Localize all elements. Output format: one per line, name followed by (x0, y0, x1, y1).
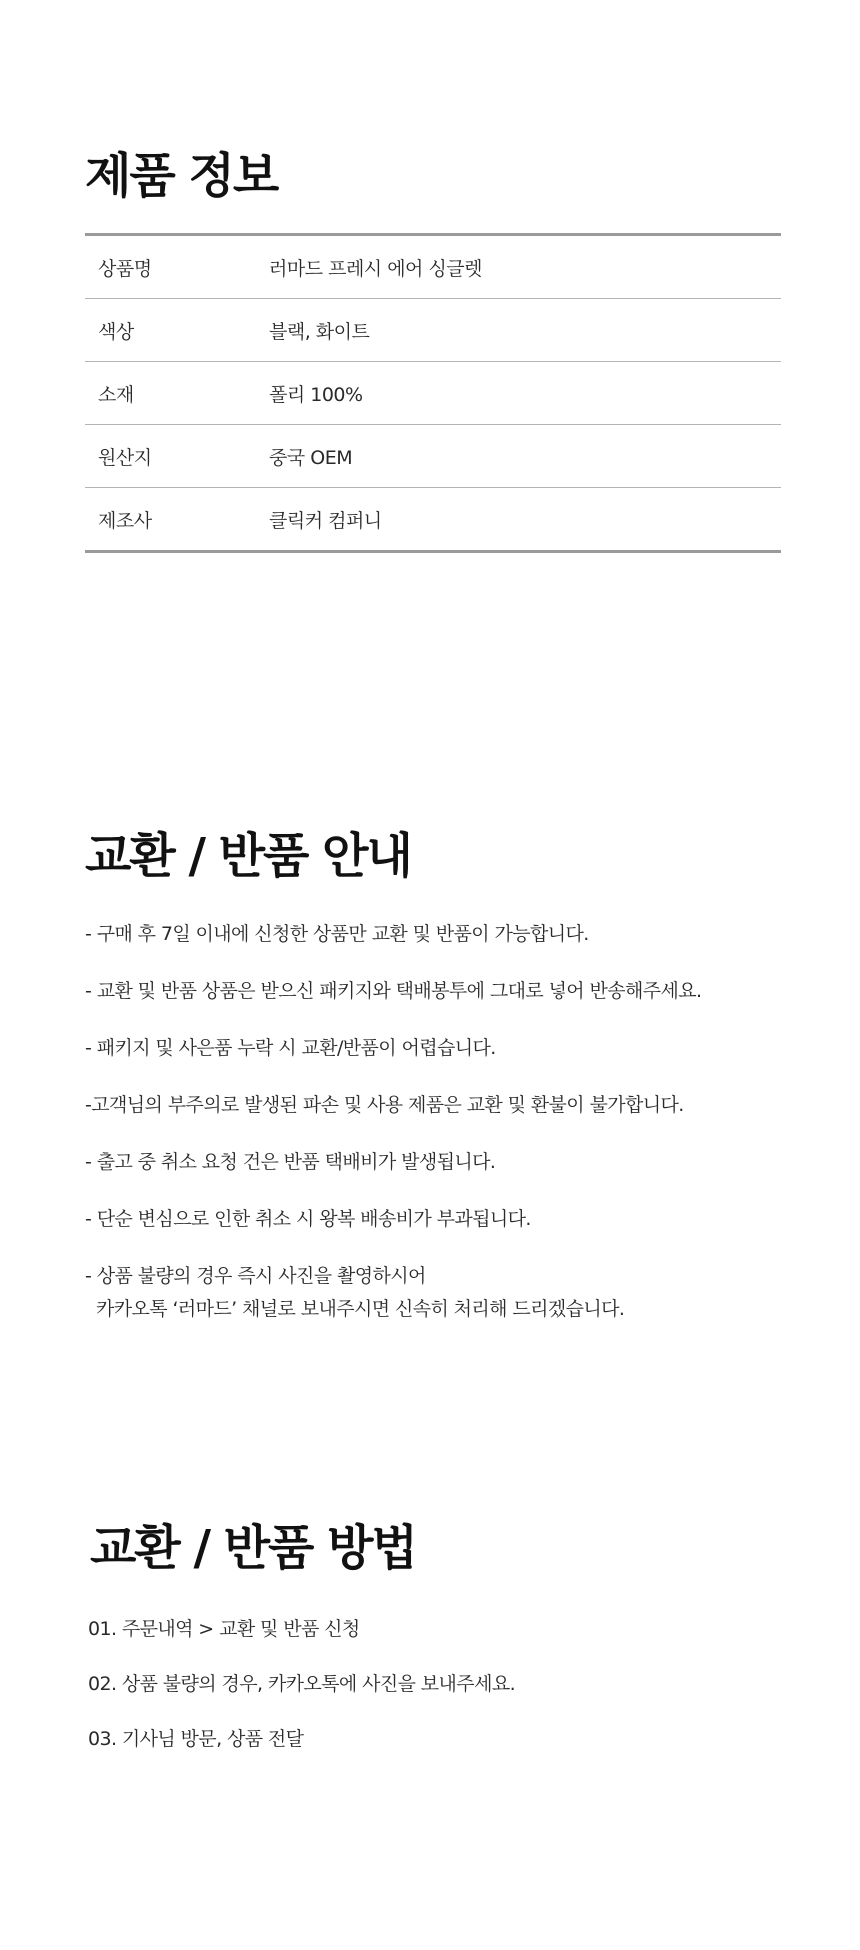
product-info-title: 제품 정보 (85, 148, 278, 204)
row-label-manufacturer: 제조사 (98, 509, 152, 532)
list-item: - 출고 중 취소 요청 건은 반품 택배비가 발생됩니다. (85, 1151, 496, 1173)
row-label-origin: 원산지 (85, 425, 269, 488)
list-item: -고객님의 부주의로 발생된 파손 및 사용 제품은 교환 및 환불이 불가합니다. (85, 1094, 684, 1116)
row-value-color: 블랙, 화이트 (269, 299, 781, 362)
list-item (85, 1260, 701, 1326)
row-value-material: 폴리 100% (269, 362, 781, 425)
exchange-guide-title: 교환 / 반품 안내 (85, 828, 411, 884)
row-value-manufacturer: 클릭커 컴퍼니 (269, 509, 382, 532)
list-item: 03. 기사님 방문, 상품 전달 (88, 1728, 304, 1750)
list-item-line: 카카오톡 ‘러마드’ 채널로 보내주시면 신속히 처리해 드리겠습니다. (96, 1298, 625, 1320)
row-value-product-name: 러마드 프레시 에어 싱글렛 (269, 235, 781, 299)
product-info-table (85, 233, 781, 553)
table-row (85, 362, 781, 425)
list-item: - 구매 후 7일 이내에 신청한 상품만 교환 및 반품이 가능합니다. (85, 923, 589, 945)
exchange-method-title: 교환 / 반품 방법 (90, 1520, 416, 1576)
row-value-origin: 중국 OEM (269, 425, 781, 488)
list-item: - 교환 및 반품 상품은 받으신 패키지와 택배봉투에 그대로 넣어 반송해주세요. (85, 980, 702, 1002)
exchange-guide-list (85, 918, 701, 1350)
list-item: 02. 상품 불량의 경우, 카카오톡에 사진을 보내주세요. (88, 1673, 516, 1695)
list-item: - 단순 변심으로 인한 취소 시 왕복 배송비가 부과됩니다. (85, 1208, 531, 1230)
list-item-line: - 상품 불량의 경우 즉시 사진을 촬영하시어 (85, 1265, 426, 1287)
list-item: 01. 주문내역 > 교환 및 반품 신청 (88, 1618, 360, 1640)
exchange-method-list (88, 1613, 515, 1778)
table-row (85, 235, 781, 299)
row-label-material: 소재 (85, 362, 269, 425)
table-row (85, 488, 781, 552)
list-item: - 패키지 및 사은품 누락 시 교환/반품이 어렵습니다. (85, 1037, 496, 1059)
table-row (85, 425, 781, 488)
table-row (85, 299, 781, 362)
row-label-product-name: 상품명 (85, 235, 269, 299)
row-label-color: 색상 (85, 299, 269, 362)
